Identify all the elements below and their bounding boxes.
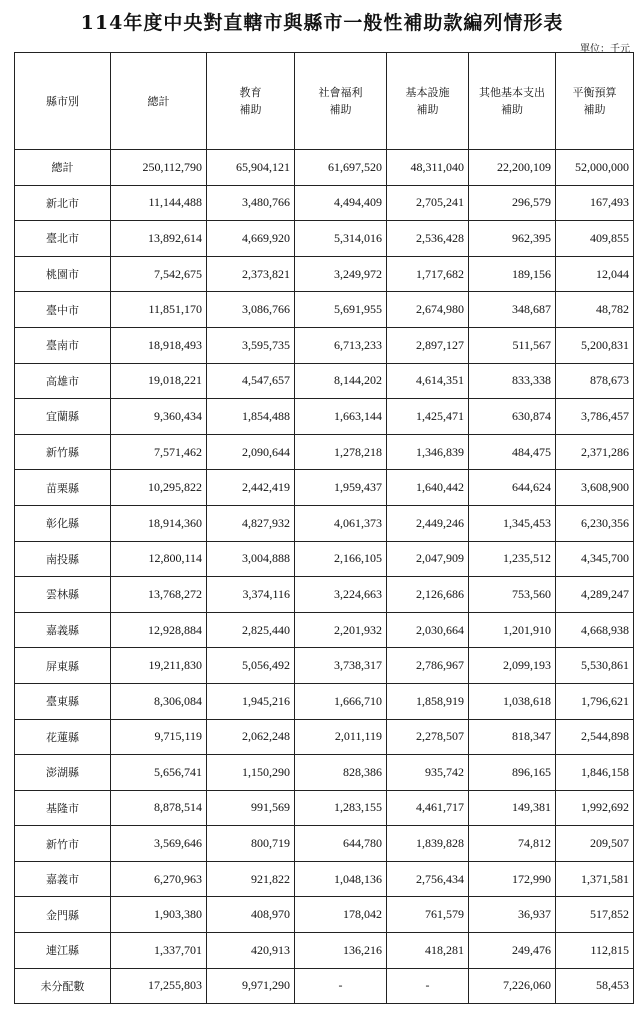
- balanced-budget-cell: 112,815: [556, 933, 634, 969]
- total-cell: 9,360,434: [111, 399, 207, 435]
- header-other-basic: 其他基本支出 補助: [469, 53, 556, 150]
- total-cell: 18,918,493: [111, 327, 207, 363]
- other-basic-cell: 484,475: [469, 434, 556, 470]
- social-welfare-cell: 3,224,663: [295, 577, 387, 613]
- social-welfare-cell: 5,314,016: [295, 221, 387, 257]
- education-cell: 9,971,290: [207, 968, 295, 1004]
- table-row: [15, 897, 634, 933]
- balanced-budget-cell: 3,786,457: [556, 399, 634, 435]
- balanced-budget-cell: 2,371,286: [556, 434, 634, 470]
- table-row: [15, 933, 634, 969]
- education-cell: 2,373,821: [207, 256, 295, 292]
- social-welfare-cell: 1,283,155: [295, 790, 387, 826]
- social-welfare-cell: 3,738,317: [295, 648, 387, 684]
- social-welfare-cell: 2,011,119: [295, 719, 387, 755]
- social-welfare-cell: 1,666,710: [295, 683, 387, 719]
- social-welfare-cell: 136,216: [295, 933, 387, 969]
- balanced-budget-cell: 6,230,356: [556, 505, 634, 541]
- table-row: [15, 434, 634, 470]
- balanced-budget-cell: 5,200,831: [556, 327, 634, 363]
- total-cell: 1,903,380: [111, 897, 207, 933]
- table-row: [15, 719, 634, 755]
- header-social-welfare: 社會福利 補助: [295, 53, 387, 150]
- header-total: 總計: [111, 53, 207, 150]
- education-cell: 420,913: [207, 933, 295, 969]
- other-basic-cell: 818,347: [469, 719, 556, 755]
- county-cell: 嘉義縣: [15, 612, 111, 648]
- table-row: [15, 790, 634, 826]
- social-welfare-cell: 6,713,233: [295, 327, 387, 363]
- table-row: [15, 683, 634, 719]
- table-body: [15, 150, 634, 1004]
- county-cell: 澎湖縣: [15, 755, 111, 791]
- education-cell: 4,669,920: [207, 221, 295, 257]
- other-basic-cell: 149,381: [469, 790, 556, 826]
- county-cell: 雲林縣: [15, 577, 111, 613]
- education-cell: 3,595,735: [207, 327, 295, 363]
- county-cell: 屏東縣: [15, 648, 111, 684]
- balanced-budget-cell: 167,493: [556, 185, 634, 221]
- table-row: [15, 363, 634, 399]
- infrastructure-cell: 2,047,909: [387, 541, 469, 577]
- unit-note: 單位：千元: [580, 44, 630, 55]
- total-cell: 19,211,830: [111, 648, 207, 684]
- table-row: [15, 826, 634, 862]
- total-cell: 17,255,803: [111, 968, 207, 1004]
- total-cell: 5,656,741: [111, 755, 207, 791]
- infrastructure-cell: 4,614,351: [387, 363, 469, 399]
- total-cell: 10,295,822: [111, 470, 207, 506]
- total-cell: 8,878,514: [111, 790, 207, 826]
- education-cell: 5,056,492: [207, 648, 295, 684]
- table-row: [15, 612, 634, 648]
- other-basic-cell: 2,099,193: [469, 648, 556, 684]
- social-welfare-cell: 1,278,218: [295, 434, 387, 470]
- balanced-budget-cell: 1,846,158: [556, 755, 634, 791]
- infrastructure-cell: 48,311,040: [387, 150, 469, 186]
- education-cell: 2,825,440: [207, 612, 295, 648]
- education-cell: 3,374,116: [207, 577, 295, 613]
- infrastructure-cell: 2,897,127: [387, 327, 469, 363]
- other-basic-cell: 896,165: [469, 755, 556, 791]
- total-cell: 9,715,119: [111, 719, 207, 755]
- infrastructure-cell: 2,674,980: [387, 292, 469, 328]
- table-row: [15, 185, 634, 221]
- total-cell: 1,337,701: [111, 933, 207, 969]
- other-basic-cell: 511,567: [469, 327, 556, 363]
- infrastructure-cell: 935,742: [387, 755, 469, 791]
- total-cell: 19,018,221: [111, 363, 207, 399]
- balanced-budget-cell: 3,608,900: [556, 470, 634, 506]
- county-cell: 高雄市: [15, 363, 111, 399]
- education-cell: 800,719: [207, 826, 295, 862]
- education-cell: 921,822: [207, 861, 295, 897]
- table-row: [15, 399, 634, 435]
- social-welfare-cell: -: [295, 968, 387, 1004]
- other-basic-cell: 249,476: [469, 933, 556, 969]
- total-cell: 12,928,884: [111, 612, 207, 648]
- county-cell: 南投縣: [15, 541, 111, 577]
- social-welfare-cell: 644,780: [295, 826, 387, 862]
- education-cell: 2,090,644: [207, 434, 295, 470]
- county-cell: 嘉義市: [15, 861, 111, 897]
- total-cell: 11,144,488: [111, 185, 207, 221]
- other-basic-cell: 189,156: [469, 256, 556, 292]
- total-cell: 18,914,360: [111, 505, 207, 541]
- education-cell: 4,547,657: [207, 363, 295, 399]
- table-row: [15, 648, 634, 684]
- education-cell: 408,970: [207, 897, 295, 933]
- social-welfare-cell: 828,386: [295, 755, 387, 791]
- county-cell: 彰化縣: [15, 505, 111, 541]
- county-cell: 金門縣: [15, 897, 111, 933]
- other-basic-cell: 1,235,512: [469, 541, 556, 577]
- total-cell: 3,569,646: [111, 826, 207, 862]
- total-cell: 7,571,462: [111, 434, 207, 470]
- other-basic-cell: 753,560: [469, 577, 556, 613]
- county-cell: 未分配數: [15, 968, 111, 1004]
- infrastructure-cell: 418,281: [387, 933, 469, 969]
- county-cell: 臺南市: [15, 327, 111, 363]
- county-cell: 新竹市: [15, 826, 111, 862]
- table-row: [15, 577, 634, 613]
- balanced-budget-cell: 1,796,621: [556, 683, 634, 719]
- infrastructure-cell: 2,705,241: [387, 185, 469, 221]
- social-welfare-cell: 4,494,409: [295, 185, 387, 221]
- total-cell: 6,270,963: [111, 861, 207, 897]
- other-basic-cell: 644,624: [469, 470, 556, 506]
- table-row: [15, 292, 634, 328]
- education-cell: 3,086,766: [207, 292, 295, 328]
- social-welfare-cell: 1,663,144: [295, 399, 387, 435]
- infrastructure-cell: 1,839,828: [387, 826, 469, 862]
- education-cell: 2,062,248: [207, 719, 295, 755]
- other-basic-cell: 962,395: [469, 221, 556, 257]
- header-infrastructure: 基本設施 補助: [387, 53, 469, 150]
- total-cell: 13,892,614: [111, 221, 207, 257]
- header-row: [15, 53, 634, 150]
- infrastructure-cell: 1,640,442: [387, 470, 469, 506]
- education-cell: 1,945,216: [207, 683, 295, 719]
- other-basic-cell: 36,937: [469, 897, 556, 933]
- social-welfare-cell: 8,144,202: [295, 363, 387, 399]
- total-cell: 13,768,272: [111, 577, 207, 613]
- infrastructure-cell: 2,126,686: [387, 577, 469, 613]
- header-education: 教育 補助: [207, 53, 295, 150]
- subsidy-table: [14, 52, 634, 1004]
- header-county: 縣市別: [15, 53, 111, 150]
- total-cell: 250,112,790: [111, 150, 207, 186]
- county-cell: 總計: [15, 150, 111, 186]
- table-row: [15, 221, 634, 257]
- county-cell: 花蓮縣: [15, 719, 111, 755]
- infrastructure-cell: 1,717,682: [387, 256, 469, 292]
- education-cell: 4,827,932: [207, 505, 295, 541]
- table-row: [15, 755, 634, 791]
- infrastructure-cell: 2,536,428: [387, 221, 469, 257]
- table-row: [15, 505, 634, 541]
- total-cell: 8,306,084: [111, 683, 207, 719]
- county-cell: 宜蘭縣: [15, 399, 111, 435]
- social-welfare-cell: 1,959,437: [295, 470, 387, 506]
- county-cell: 臺東縣: [15, 683, 111, 719]
- county-cell: 新北市: [15, 185, 111, 221]
- other-basic-cell: 172,990: [469, 861, 556, 897]
- balanced-budget-cell: 1,992,692: [556, 790, 634, 826]
- balanced-budget-cell: 5,530,861: [556, 648, 634, 684]
- county-cell: 臺中市: [15, 292, 111, 328]
- social-welfare-cell: 5,691,955: [295, 292, 387, 328]
- education-cell: 65,904,121: [207, 150, 295, 186]
- balanced-budget-cell: 52,000,000: [556, 150, 634, 186]
- county-cell: 新竹縣: [15, 434, 111, 470]
- infrastructure-cell: 2,756,434: [387, 861, 469, 897]
- social-welfare-cell: 1,048,136: [295, 861, 387, 897]
- education-cell: 991,569: [207, 790, 295, 826]
- document-title: 114年度中央對直轄市與縣市一般性補助款編列情形表: [80, 12, 564, 34]
- other-basic-cell: 833,338: [469, 363, 556, 399]
- balanced-budget-cell: 409,855: [556, 221, 634, 257]
- education-cell: 1,854,488: [207, 399, 295, 435]
- other-basic-cell: 1,038,618: [469, 683, 556, 719]
- balanced-budget-cell: 4,345,700: [556, 541, 634, 577]
- table-row: [15, 541, 634, 577]
- infrastructure-cell: 1,346,839: [387, 434, 469, 470]
- education-cell: 2,442,419: [207, 470, 295, 506]
- infrastructure-cell: 1,858,919: [387, 683, 469, 719]
- social-welfare-cell: 2,201,932: [295, 612, 387, 648]
- table-header: [15, 53, 634, 150]
- balanced-budget-cell: 878,673: [556, 363, 634, 399]
- balanced-budget-cell: 4,668,938: [556, 612, 634, 648]
- infrastructure-cell: 2,786,967: [387, 648, 469, 684]
- balanced-budget-cell: 12,044: [556, 256, 634, 292]
- table-row: [15, 968, 634, 1004]
- other-basic-cell: 74,812: [469, 826, 556, 862]
- social-welfare-cell: 2,166,105: [295, 541, 387, 577]
- balanced-budget-cell: 2,544,898: [556, 719, 634, 755]
- balanced-budget-cell: 4,289,247: [556, 577, 634, 613]
- infrastructure-cell: 2,030,664: [387, 612, 469, 648]
- infrastructure-cell: 2,278,507: [387, 719, 469, 755]
- infrastructure-cell: 4,461,717: [387, 790, 469, 826]
- total-cell: 11,851,170: [111, 292, 207, 328]
- other-basic-cell: 296,579: [469, 185, 556, 221]
- table-row: [15, 327, 634, 363]
- other-basic-cell: 1,201,910: [469, 612, 556, 648]
- balanced-budget-cell: 48,782: [556, 292, 634, 328]
- infrastructure-cell: 1,425,471: [387, 399, 469, 435]
- education-cell: 3,480,766: [207, 185, 295, 221]
- social-welfare-cell: 3,249,972: [295, 256, 387, 292]
- balanced-budget-cell: 517,852: [556, 897, 634, 933]
- county-cell: 臺北市: [15, 221, 111, 257]
- other-basic-cell: 22,200,109: [469, 150, 556, 186]
- county-cell: 桃園市: [15, 256, 111, 292]
- balanced-budget-cell: 1,371,581: [556, 861, 634, 897]
- other-basic-cell: 348,687: [469, 292, 556, 328]
- infrastructure-cell: 761,579: [387, 897, 469, 933]
- table-row: [15, 256, 634, 292]
- infrastructure-cell: -: [387, 968, 469, 1004]
- table-row: [15, 861, 634, 897]
- other-basic-cell: 7,226,060: [469, 968, 556, 1004]
- education-cell: 3,004,888: [207, 541, 295, 577]
- total-cell: 7,542,675: [111, 256, 207, 292]
- table-row: [15, 150, 634, 186]
- county-cell: 基隆市: [15, 790, 111, 826]
- total-cell: 12,800,114: [111, 541, 207, 577]
- county-cell: 苗栗縣: [15, 470, 111, 506]
- social-welfare-cell: 4,061,373: [295, 505, 387, 541]
- header-balanced-budget: 平衡預算 補助: [556, 53, 634, 150]
- balanced-budget-cell: 209,507: [556, 826, 634, 862]
- social-welfare-cell: 178,042: [295, 897, 387, 933]
- table-row: [15, 470, 634, 506]
- social-welfare-cell: 61,697,520: [295, 150, 387, 186]
- infrastructure-cell: 2,449,246: [387, 505, 469, 541]
- education-cell: 1,150,290: [207, 755, 295, 791]
- county-cell: 連江縣: [15, 933, 111, 969]
- balanced-budget-cell: 58,453: [556, 968, 634, 1004]
- other-basic-cell: 630,874: [469, 399, 556, 435]
- other-basic-cell: 1,345,453: [469, 505, 556, 541]
